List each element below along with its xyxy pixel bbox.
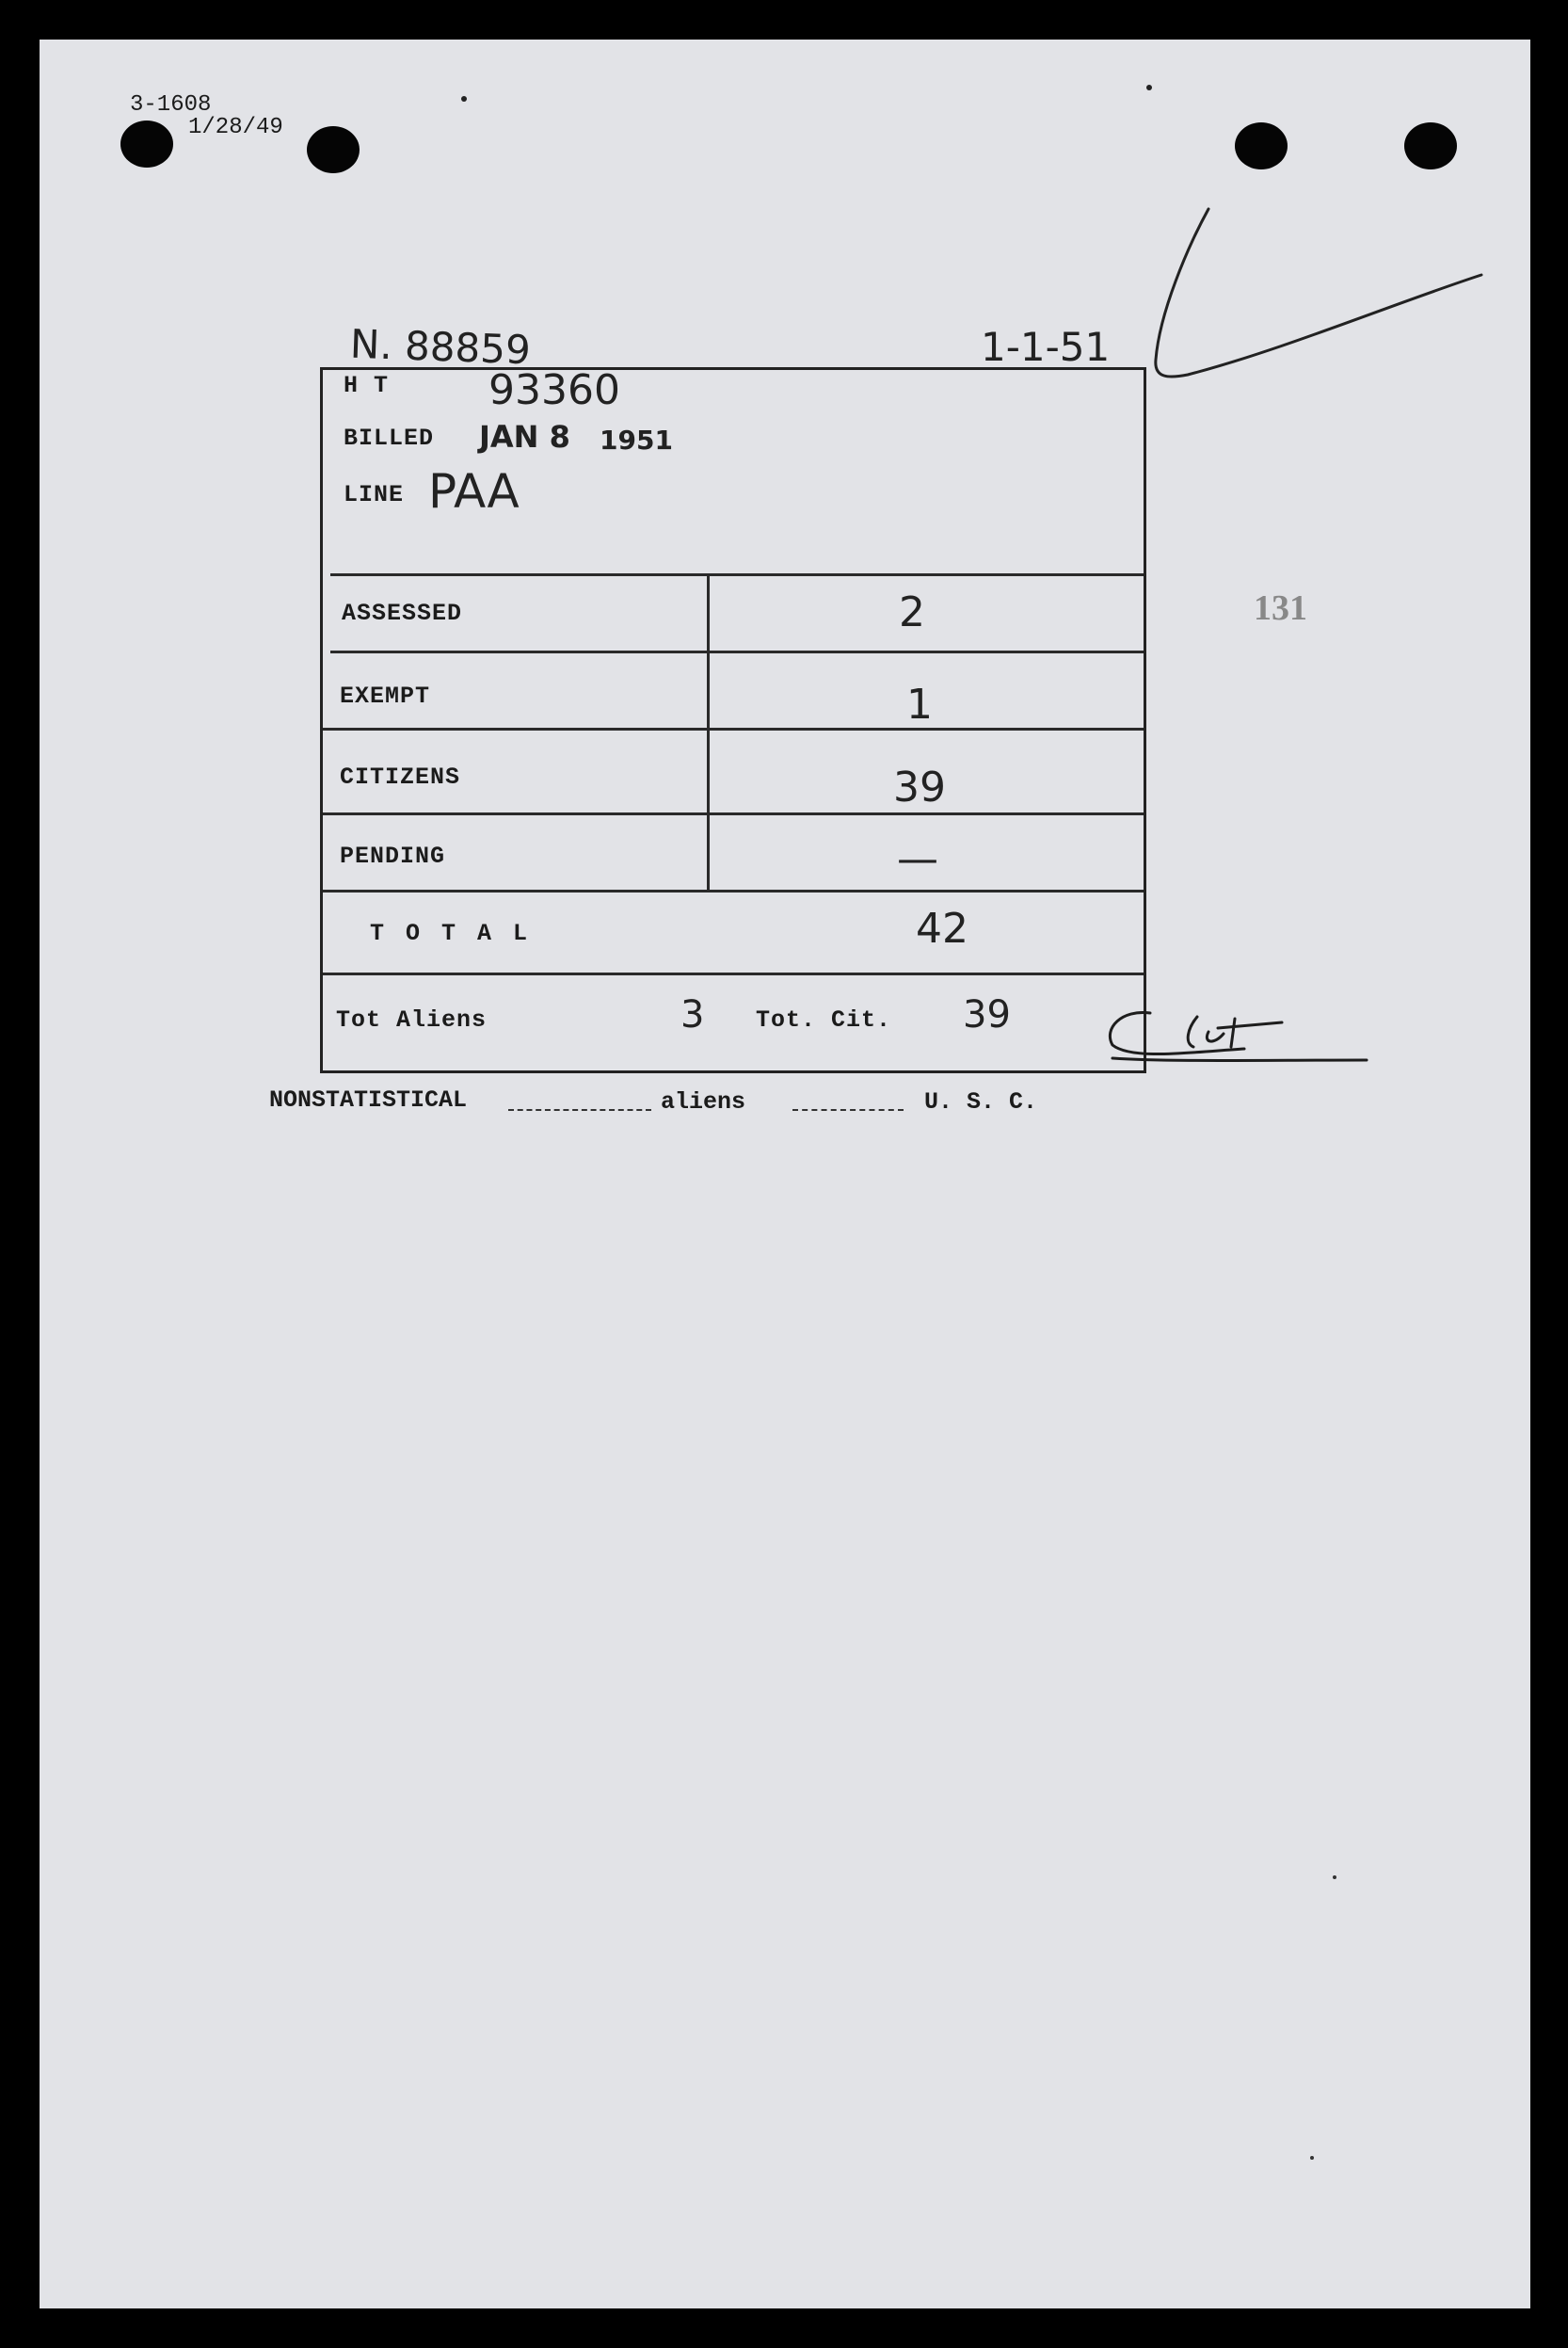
nonstatistical-label: NONSTATISTICAL: [269, 1086, 468, 1114]
nonstatistical-aliens-label: aliens: [661, 1088, 746, 1116]
initials-signature: [1094, 990, 1376, 1075]
nonstatistical-usc-blank: [792, 1107, 904, 1111]
ht-label: H T: [344, 372, 390, 399]
pending-value: —: [897, 835, 938, 883]
page-stamp: 131: [1254, 588, 1307, 628]
nonstatistical-aliens-blank: [508, 1107, 651, 1111]
total-label: T O T A L: [370, 920, 532, 947]
manifest-date: 1-1-51: [981, 324, 1111, 370]
manifest-table: [320, 367, 1146, 1073]
check-mark: [1150, 162, 1527, 426]
ht-number: 93360: [488, 366, 620, 414]
billed-date: JAN 8: [479, 419, 570, 455]
billed-label: BILLED: [344, 425, 435, 452]
file-number: N. 88859: [349, 320, 532, 374]
billed-year: 1951: [600, 425, 673, 456]
line-label: LINE: [344, 481, 405, 508]
document-page: [40, 40, 1530, 2308]
nonstatistical-usc-label: U. S. C.: [924, 1088, 1038, 1116]
assessed-label: ASSESSED: [342, 600, 463, 627]
punch-hole: [120, 121, 173, 168]
tot-aliens-value: 3: [680, 993, 705, 1037]
pending-label: PENDING: [340, 843, 446, 870]
form-revision: 1/28/49: [188, 115, 283, 140]
exempt-value: 1: [906, 681, 933, 729]
citizens-value: 39: [893, 764, 946, 812]
tot-aliens-label: Tot Aliens: [336, 1006, 488, 1034]
assessed-value: 2: [899, 588, 925, 636]
total-value: 42: [916, 905, 968, 953]
form-number: 3-1608: [130, 92, 212, 118]
exempt-label: EXEMPT: [340, 683, 431, 710]
tot-cit-label: Tot. Cit.: [756, 1006, 892, 1034]
tot-cit-value: 39: [963, 993, 1011, 1037]
citizens-label: CITIZENS: [340, 764, 461, 791]
punch-hole: [307, 126, 360, 173]
line-value: PAA: [428, 464, 520, 519]
